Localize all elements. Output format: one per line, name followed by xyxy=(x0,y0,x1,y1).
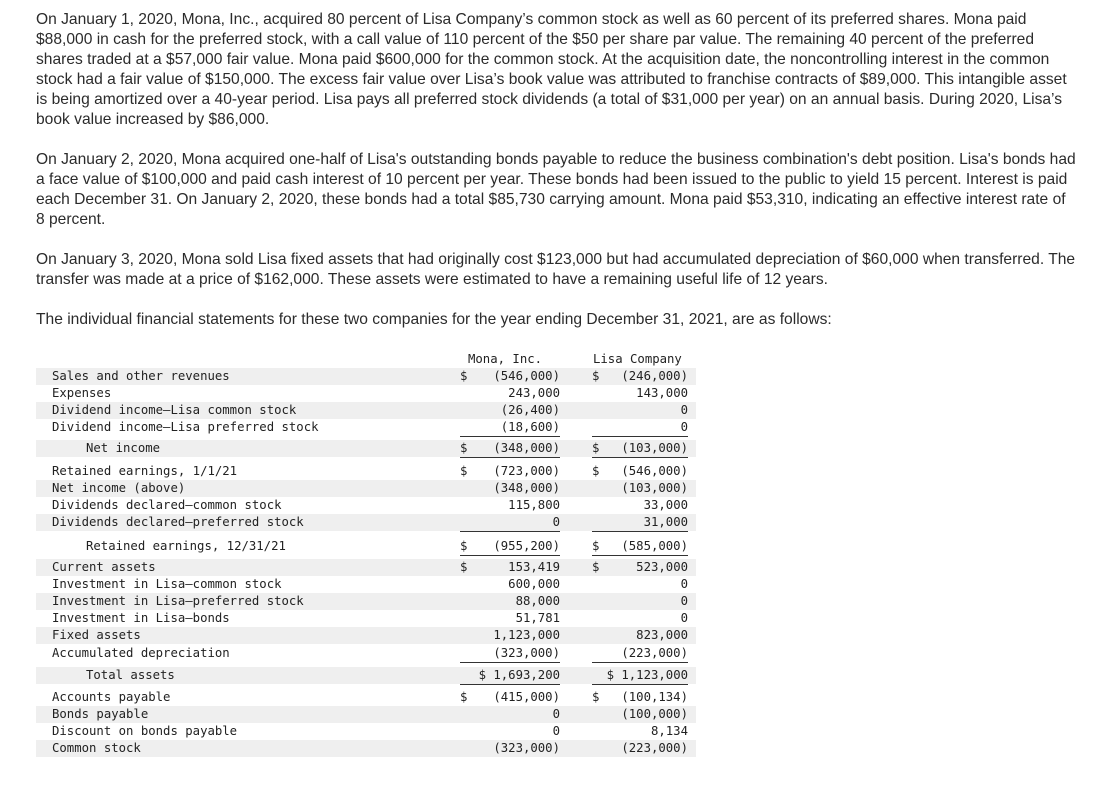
mona-value: (18,600) xyxy=(500,420,560,434)
lisa-value: 0 xyxy=(680,577,688,591)
dollar-sign: $ xyxy=(592,464,600,478)
dollar-sign: $ xyxy=(592,690,600,704)
dollar-sign: $ xyxy=(592,539,600,553)
mona-value: 153,419 xyxy=(508,560,560,574)
table-row-total xyxy=(36,667,696,684)
lisa-value: 0 xyxy=(680,611,688,625)
lisa-value: (223,000) xyxy=(621,741,688,755)
column-header-lisa: Lisa Company xyxy=(593,352,682,366)
mona-value: (546,000) xyxy=(493,369,560,383)
table-row xyxy=(36,497,696,514)
mona-value: (348,000) xyxy=(493,441,560,455)
dollar-sign: $ xyxy=(592,560,600,574)
mona-value: (26,400) xyxy=(500,403,560,417)
row-label: Accounts payable xyxy=(52,690,171,704)
dollar-sign: $ xyxy=(592,441,600,455)
mona-value: 88,000 xyxy=(515,594,560,608)
mona-value: (723,000) xyxy=(493,464,560,478)
lisa-value: (103,000) xyxy=(621,441,688,455)
mona-value: (323,000) xyxy=(493,741,560,755)
row-label: Dividends declared—preferred stock xyxy=(52,515,304,529)
mona-value: (323,000) xyxy=(493,646,560,660)
table-row-total xyxy=(36,538,696,555)
paragraph-bonds: On January 2, 2020, Mona acquired one-half of Lisa's outstanding bonds payable to reduce the business combination's debt position. Lisa's bonds had a face value of $100,000 and paid cash interest of 10 percent per year. These bonds had been issued to the public to yield 15 percent. Interest is paid each December 31. On January 2, 2020, these bonds had a total $85,730 carrying amount. Mona paid $53,310, indicating an effective interest rate of 8 percent. xyxy=(36,151,1076,228)
dollar-sign: $ xyxy=(460,441,468,455)
mona-value: 0 xyxy=(552,724,560,738)
table-row xyxy=(36,419,696,436)
mona-value: (415,000) xyxy=(493,690,560,704)
lisa-value: 31,000 xyxy=(643,515,688,529)
mona-value: (955,200) xyxy=(493,539,560,553)
lisa-value: $ 1,123,000 xyxy=(606,668,688,682)
table-row xyxy=(36,740,696,757)
mona-value: $ 1,693,200 xyxy=(478,668,560,682)
lisa-value: (100,134) xyxy=(621,690,688,704)
paragraph-statements-intro: The individual financial statements for these two companies for the year ending December 31, 2021, are as follows: xyxy=(36,311,832,328)
mona-value: 115,800 xyxy=(508,498,560,512)
table-row xyxy=(36,706,696,723)
table-row xyxy=(36,368,696,385)
row-label: Accumulated depreciation xyxy=(52,646,230,660)
table-row xyxy=(36,593,696,610)
lisa-value: 0 xyxy=(680,420,688,434)
table-row xyxy=(36,514,696,531)
table-row xyxy=(36,645,696,662)
row-label: Fixed assets xyxy=(52,628,141,642)
lisa-value: 33,000 xyxy=(643,498,688,512)
row-label: Sales and other revenues xyxy=(52,369,230,383)
row-label: Retained earnings, 1/1/21 xyxy=(52,464,238,478)
row-label: Investment in Lisa—preferred stock xyxy=(52,594,304,608)
row-label: Discount on bonds payable xyxy=(52,724,238,738)
mona-value: 0 xyxy=(552,515,560,529)
lisa-value: (585,000) xyxy=(621,539,688,553)
table-row-total xyxy=(36,440,696,457)
lisa-value: 0 xyxy=(680,403,688,417)
table-row xyxy=(36,576,696,593)
lisa-value: 823,000 xyxy=(636,628,688,642)
lisa-value: 8,134 xyxy=(650,724,688,738)
table-row xyxy=(36,689,696,706)
dollar-sign: $ xyxy=(460,369,468,383)
mona-value: 243,000 xyxy=(508,386,560,400)
financial-statements-table xyxy=(36,351,696,791)
row-label: Common stock xyxy=(52,741,141,755)
row-label: Investment in Lisa—common stock xyxy=(52,577,282,591)
row-label: Bonds payable xyxy=(52,707,149,721)
dollar-sign: $ xyxy=(460,464,468,478)
row-label: Dividend income—Lisa common stock xyxy=(52,403,297,417)
table-row xyxy=(36,385,696,402)
table-row xyxy=(36,480,696,497)
row-label: Total assets xyxy=(86,668,175,682)
lisa-value: 0 xyxy=(680,594,688,608)
row-label: Current assets xyxy=(52,560,156,574)
dollar-sign: $ xyxy=(460,539,468,553)
mona-value: 51,781 xyxy=(515,611,560,625)
lisa-value: 523,000 xyxy=(636,560,688,574)
paragraph-acquisition: On January 1, 2020, Mona, Inc., acquired 80 percent of Lisa Company’s common stock as well as 60 percent of its preferred shares. Mona paid $88,000 in cash for the preferred stock, with a call value of 110 percent of the $50 per share par value. The remaining 40 percent of the preferred shares traded at a $57,000 fair value. Mona paid $600,000 for the common stock. At the acquisition date, the noncontrolling interest in the common stock had a fair value of $150,000. The excess fair value over Lisa’s book value was attributed to franchise contracts of $89,000. This intangible asset is being amortized over a 40-year period. Lisa pays all preferred stock dividends (a total of $31,000 per year) on an annual basis. During 2020, Lisa’s book value increased by $86,000. xyxy=(36,11,1067,128)
lisa-value: 143,000 xyxy=(636,386,688,400)
paragraph-fixed-assets: On January 3, 2020, Mona sold Lisa fixed assets that had originally cost $123,000 but had accumulated depreciation of $60,000 when transferred. The transfer was made at a price of $162,000. These assets were estimated to have a remaining useful life of 12 years. xyxy=(36,251,1076,288)
table-row xyxy=(36,559,696,576)
row-label: Investment in Lisa—bonds xyxy=(52,611,230,625)
row-label: Retained earnings, 12/31/21 xyxy=(86,539,286,553)
table-row xyxy=(36,402,696,419)
lisa-value: (100,000) xyxy=(621,707,688,721)
table-row xyxy=(36,463,696,480)
row-label: Dividend income—Lisa preferred stock xyxy=(52,420,319,434)
dollar-sign: $ xyxy=(592,369,600,383)
lisa-value: (546,000) xyxy=(621,464,688,478)
row-label: Net income xyxy=(86,441,161,455)
mona-value: 0 xyxy=(552,707,560,721)
mona-value: 600,000 xyxy=(508,577,560,591)
row-label: Net income (above) xyxy=(52,481,186,495)
row-label: Dividends declared—common stock xyxy=(52,498,282,512)
table-row xyxy=(36,610,696,627)
dollar-sign: $ xyxy=(460,560,468,574)
dollar-sign: $ xyxy=(460,690,468,704)
mona-value: (348,000) xyxy=(493,481,560,495)
row-label: Expenses xyxy=(52,386,112,400)
problem-text xyxy=(36,10,1076,350)
table-row xyxy=(36,627,696,644)
column-header-mona: Mona, Inc. xyxy=(468,352,543,366)
lisa-value: (103,000) xyxy=(621,481,688,495)
lisa-value: (223,000) xyxy=(621,646,688,660)
lisa-value: (246,000) xyxy=(621,369,688,383)
mona-value: 1,123,000 xyxy=(493,628,560,642)
table-row xyxy=(36,723,696,740)
